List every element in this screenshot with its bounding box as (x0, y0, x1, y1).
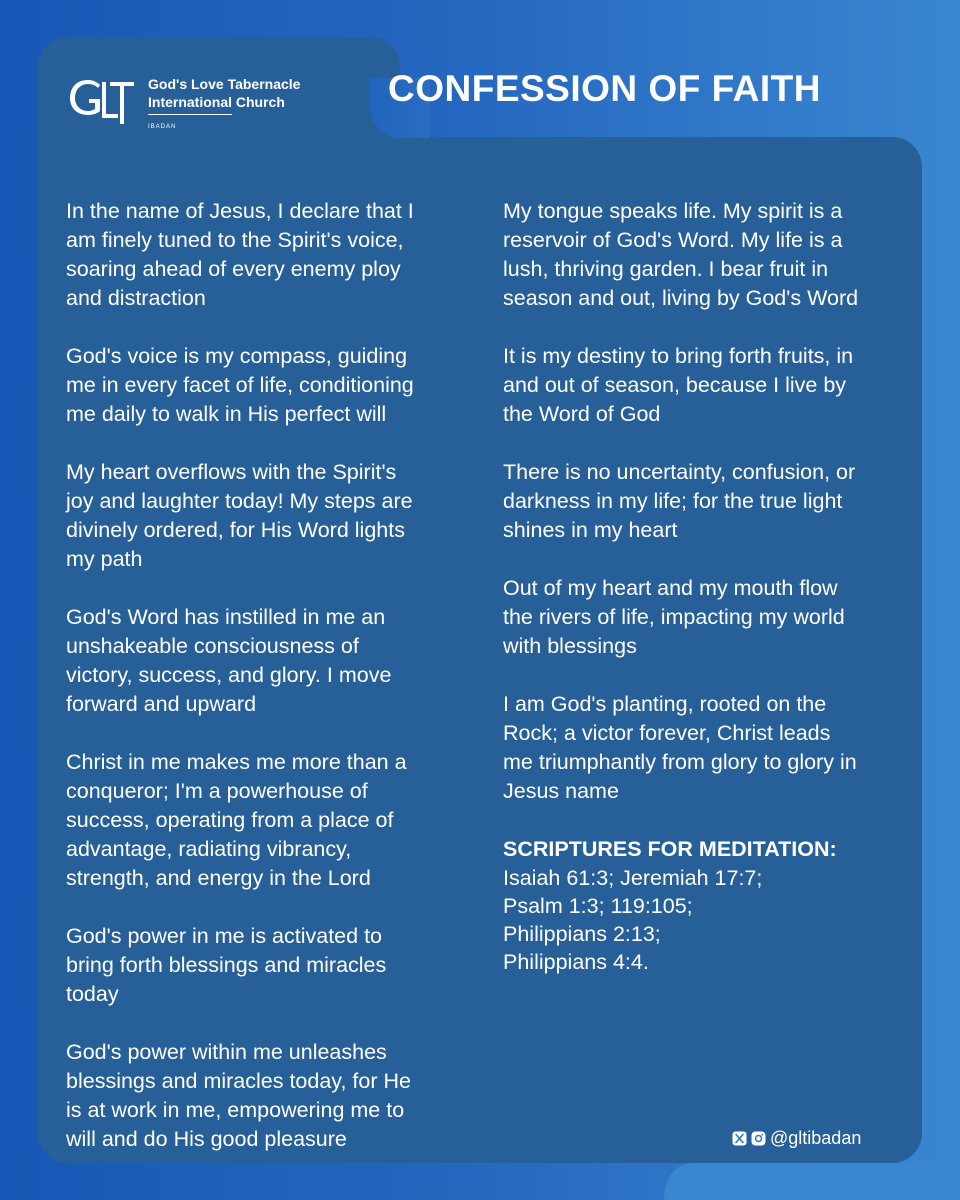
x-icon[interactable] (732, 1131, 747, 1146)
confession-paragraph: Christ in me makes me more than a conqueror; I'm a powerhouse of success, operating from a place of advantage, radiating vibrancy, strength, and energy in the Lord (66, 750, 407, 890)
social-handle-text[interactable]: @gltibadan (770, 1128, 862, 1148)
instagram-icon[interactable] (751, 1131, 766, 1146)
confession-paragraph: In the name of Jesus, I declare that I am finely tuned to the Spirit's voice, soaring ahead of every enemy ploy and distraction (66, 199, 414, 310)
social-handle[interactable] (732, 1128, 861, 1149)
handle-notch (664, 1110, 960, 1200)
glt-monogram-icon (66, 74, 136, 126)
confession-paragraph: God's Word has instilled in me an unshakeable consciousness of victory, success, and glory. I move forward and upward (66, 605, 392, 716)
church-name (148, 75, 300, 136)
scriptures-heading: SCRIPTURES FOR MEDITATION: (503, 837, 837, 861)
confession-paragraph: There is no uncertainty, confusion, or darkness in my life; for the true light shines in my heart (503, 460, 856, 542)
page-title: CONFESSION OF FAITH (388, 68, 821, 109)
church-name-line2: International Church (148, 94, 285, 110)
confession-paragraph: God's power within me unleashes blessings and miracles today, for He is at work in me, empowering me to will and do His good pleasure (66, 1040, 411, 1151)
confession-paragraph: Out of my heart and my mouth flow the rivers of life, impacting my world with blessings (503, 576, 845, 658)
church-city: IBADAN (148, 124, 177, 130)
left-column (66, 197, 466, 1183)
confession-paragraph: My heart overflows with the Spirit's joy and laughter today! My steps are divinely ordered, for His Word lights my path (66, 460, 413, 571)
scriptures-list: Isaiah 61:3; Jeremiah 17:7; Psalm 1:3; 119:105; Philippians 2:13; Philippians 4:4. (503, 866, 763, 974)
church-name-line1: God's Love Tabernacle (148, 76, 301, 92)
confession-paragraph: I am God's planting, rooted on the Rock; a victor forever, Christ leads me triumphantly from glory to glory in Jesus name (503, 692, 857, 803)
confession-paragraph: God's power in me is activated to bring forth blessings and miracles today (66, 924, 387, 1006)
confession-paragraph: God's voice is my compass, guiding me in every facet of life, conditioning me daily to walk in His perfect will (66, 344, 414, 426)
confession-paragraph: It is my destiny to bring forth fruits, in and out of season, because I live by the Word of God (503, 344, 854, 426)
right-column (503, 197, 903, 976)
logo-divider (148, 114, 232, 115)
church-logo (66, 74, 136, 124)
confession-paragraph: My tongue speaks life. My spirit is a reservoir of God's Word. My life is a lush, thriving garden. I bear fruit in season and out, living by God's Word (503, 199, 859, 310)
